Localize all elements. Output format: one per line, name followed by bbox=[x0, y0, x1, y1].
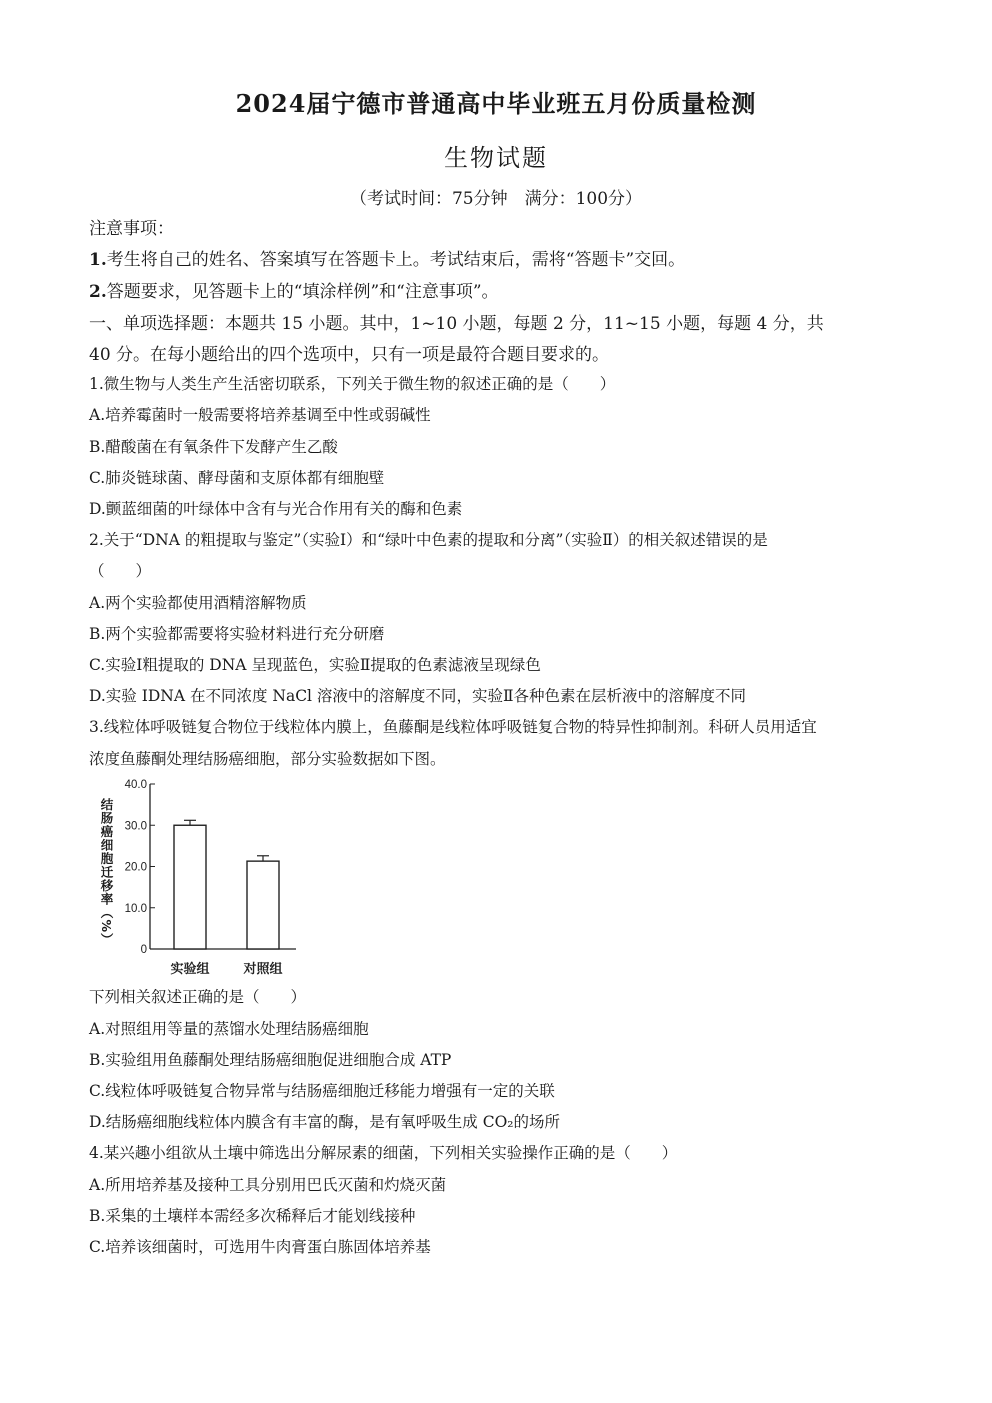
chart-y-tick-label: 30.0 bbox=[124, 820, 147, 833]
q3-option-c: C.线粒体呼吸链复合物异常与结肠癌细胞迁移能力增强有一定的关联 bbox=[89, 1082, 555, 1100]
chart-y-axis-label-box bbox=[96, 772, 116, 972]
q3-option-a: A.对照组用等量的蒸馏水处理结肠癌细胞 bbox=[89, 1020, 369, 1038]
q4-stem: 4.某兴趣小组欲从土壤中筛选出分解尿素的细菌，下列相关实验操作正确的是（ ） bbox=[89, 1144, 678, 1162]
q2-option-a: A.两个实验都使用酒精溶解物质 bbox=[89, 594, 307, 612]
q2-option-d: D.实验 IDNA 在不同浓度 NaCl 溶液中的溶解度不同，实验Ⅱ各种色素在层析液中的溶解度不同 bbox=[89, 687, 746, 705]
notice-item-1 bbox=[89, 245, 685, 270]
exam-subtitle: 生物试题 bbox=[444, 144, 548, 172]
chart-bar-control bbox=[247, 861, 279, 949]
q4-option-c: C.培养该细菌时，可选用牛肉膏蛋白胨固体培养基 bbox=[89, 1238, 431, 1256]
q2-stem-line-2: （ ） bbox=[89, 562, 152, 580]
q3-stem-line-1: 3.线粒体呼吸链复合物位于线粒体内膜上，鱼藤酮是线粒体呼吸链复合物的特异性抑制剂。科研人员用适宜 bbox=[89, 718, 817, 736]
q3-option-d: D.结肠癌细胞线粒体内膜含有丰富的酶，是有氧呼吸生成 CO₂的场所 bbox=[89, 1113, 561, 1131]
q2-option-c: C.实验Ⅰ粗提取的 DNA 呈现蓝色，实验Ⅱ提取的色素滤液呈现绿色 bbox=[89, 656, 541, 674]
exam-title: 2024届宁德市普通高中毕业班五月份质量检测 bbox=[235, 89, 757, 118]
chart-y-axis-label: 结肠癌细胞迁移率（%） bbox=[99, 797, 114, 947]
q2-stem-line-1: 2.关于“DNA 的粗提取与鉴定”（实验Ⅰ）和“绿叶中色素的提取和分离”（实验Ⅱ）的相关叙述错误的是 bbox=[89, 531, 768, 549]
q4-option-b: B.采集的土壤样本需经多次稀释后才能划线接种 bbox=[89, 1207, 416, 1225]
notice-item-1-text: 考生将自己的姓名、答案填写在答题卡上。考试结束后，需将“答题卡”交回。 bbox=[106, 250, 686, 270]
section-instructions-line-2: 40 分。在每小题给出的四个选项中，只有一项是最符合题目要求的。 bbox=[89, 345, 610, 365]
migration-rate-chart bbox=[96, 772, 316, 980]
chart-y-tick-label: 40.0 bbox=[124, 779, 147, 791]
chart-y-tick-label: 20.0 bbox=[124, 861, 147, 874]
chart-x-tick-label: 实验组 bbox=[170, 962, 210, 977]
chart-y-tick-label: 0 bbox=[140, 944, 147, 956]
chart-y-tick-label: 10.0 bbox=[124, 902, 147, 915]
q4-option-a: A.所用培养基及接种工具分别用巴氏灭菌和灼烧灭菌 bbox=[89, 1176, 447, 1194]
chart-x-tick-label: 对照组 bbox=[243, 962, 283, 977]
q1-option-d: D.颤蓝细菌的叶绿体中含有与光合作用有关的酶和色素 bbox=[89, 500, 463, 518]
chart-bar-experimental bbox=[174, 825, 206, 949]
q1-option-a: A.培养霉菌时一般需要将培养基调至中性或弱碱性 bbox=[89, 406, 431, 424]
notice-item-2-number: 2. bbox=[89, 282, 107, 302]
notice-item-2-text: 答题要求，见答题卡上的“填涂样例”和“注意事项”。 bbox=[106, 282, 499, 302]
q1-option-c: C.肺炎链球菌、酵母菌和支原体都有细胞壁 bbox=[89, 469, 385, 487]
q1-option-b: B.醋酸菌在有氧条件下发酵产生乙酸 bbox=[89, 438, 338, 456]
q3-stem-line-2: 浓度鱼藤酮处理结肠癌细胞，部分实验数据如下图。 bbox=[89, 750, 446, 768]
q3-option-b: B.实验组用鱼藤酮处理结肠癌细胞促进细胞合成 ATP bbox=[89, 1051, 452, 1069]
chart-svg bbox=[96, 772, 316, 980]
notice-item-2 bbox=[89, 277, 499, 302]
notice-item-1-number: 1. bbox=[89, 250, 107, 270]
q1-stem: 1.微生物与人类生产生活密切联系，下列关于微生物的叙述正确的是（ ） bbox=[89, 375, 616, 393]
q3-followup-stem: 下列相关叙述正确的是（ ） bbox=[89, 988, 307, 1006]
section-instructions-line-1: 一、单项选择题：本题共 15 小题。其中，1~10 小题，每题 2 分，11~15 小题，每题 4 分，共 bbox=[89, 314, 824, 334]
exam-info: （考试时间：75分钟 满分：100分） bbox=[349, 189, 643, 209]
q2-option-b: B.两个实验都需要将实验材料进行充分研磨 bbox=[89, 625, 385, 643]
notice-heading: 注意事项： bbox=[89, 219, 174, 239]
